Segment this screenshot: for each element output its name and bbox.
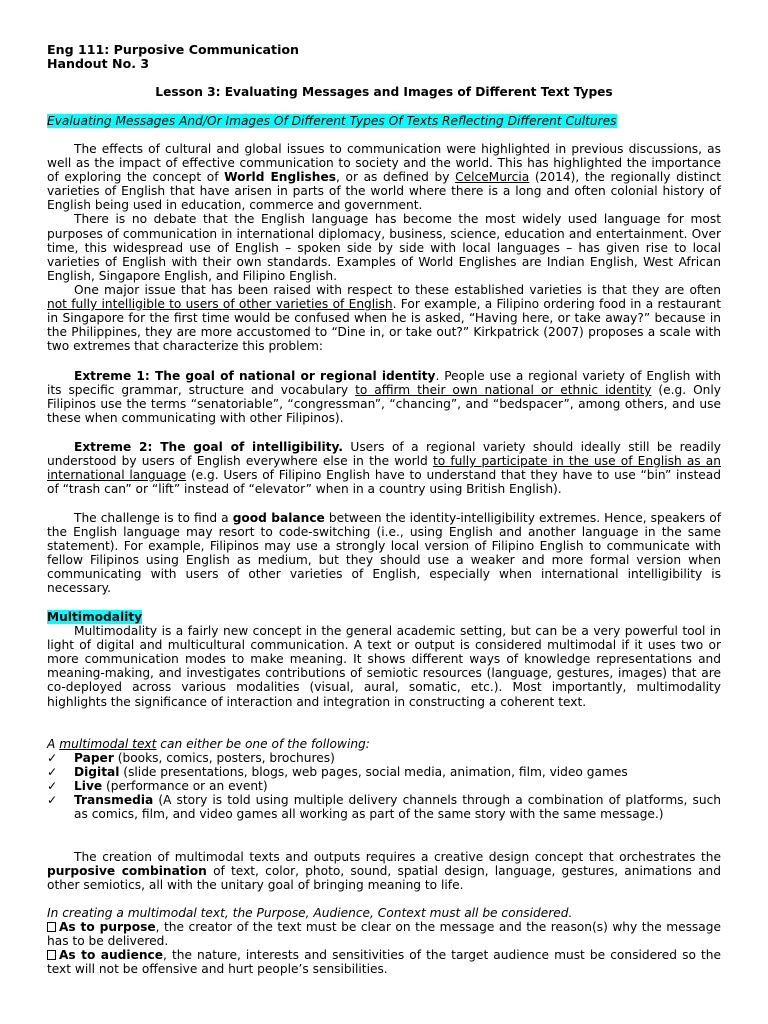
list-intro: A multimodal text can either be one of the following:	[47, 737, 370, 751]
paragraph-multimodality: Multimodality is a fairly new concept in the general academic setting, but can be a very powerful tool in light of digital and multicultural communication. A text or output is considered multimodal if it uses two or more communication modes to make meaning. It shows different ways of knowledge representations and meaning-making, and investigates contributions of semiotic resources (language, gestures, images) that are co-deployed across various modalities (visual, aural, somatic, etc.). Most importantly, multimodality highlights the significance of interaction and integration in constructing a coherent text.	[47, 624, 721, 709]
term-purposive-combination: purposive combination	[47, 864, 207, 879]
highlight-heading-line	[47, 114, 721, 128]
paragraph-world-englishes: The effects of cultural and global issues to communication were highlighted in previous discussions, as well as the impact of effective communication to society and the world. This has highlighted the importance of exploring the concept of World Englishes, or as defined by CelceMurcia (2014), the regionally distinct varieties of English that have arisen in parts of the world where there is a long and often colonial history of English being used in education, commerce and government.	[47, 142, 721, 213]
multimodality-section	[47, 610, 721, 709]
paragraph-widespread-english: There is no debate that the English language has become the most widely used language for most purposes of communication in international diplomacy, business, science, education and entertainment. Over time, this widespread use of English – spoken side by side with local languages – has given rise to local varieties of English with their own standards. Examples of World Englishes are Indian English, West African English, Singapore English, and Filipino English.	[47, 212, 721, 283]
considerations-section	[47, 906, 721, 976]
underlined-affirm-identity: to affirm their own national or ethnic identity	[355, 383, 652, 398]
course-title: Eng 111: Purposive Communication	[47, 42, 300, 57]
extreme-2-label: Extreme 2: The goal of intelligibility.	[74, 440, 343, 454]
balance-section	[47, 511, 721, 596]
checkmark-icon: ✓	[47, 779, 58, 794]
consider-line: In creating a multimodal text, the Purpose, Audience, Context must all be considered.	[47, 906, 573, 920]
purpose-item: As to purpose, the creator of the text must be clear on the message and the reason(s) why the message has to be delivered.	[47, 920, 721, 949]
creation-section	[47, 850, 721, 892]
paragraph-intelligibility-issue: One major issue that has been raised with respect to these established varieties is that they are often not fully intelligible to users of other varieties of English. For example, a Filipino ordering food in a restaurant in Singapore for the first time would be confused when he is asked, “Having here, or take away?” because in the Philippines, they are more accustomed to “Dine in, or take out?” Kirkpatrick (2007) proposes a scale with two extremes that characterize this problem:	[47, 282, 722, 354]
handout-number: Handout No. 3	[47, 56, 150, 71]
extreme-1-section	[47, 369, 721, 425]
list-item-transmedia: ✓ Transmedia (A story is told using multiple delivery channels through a combination of platforms, such as comics, film, and video games all working as part of the same story with the same message.)	[47, 793, 721, 822]
paragraph-extreme-2: Extreme 2: The goal of intelligibility. Users of a regional variety should ideally still be readily understood by users of English everywhere else in the world to fully participate in the use of English as an international language (e.g. Users of Filipino English have to understand that they have to use “bin” instead of “trash can” or “lift” instead of “elevator” when in a country using British English).	[47, 440, 722, 497]
checkmark-icon: ✓	[47, 765, 58, 780]
paragraph-good-balance: The challenge is to find a good balance between the identity-intelligibility extremes. Hence, speakers of the English language may resort to code-switching (i.e., using English and another language in the same statement). For example, Filipinos may use a strongly local version of Filipino English to communicate with fellow Filipinos using English as medium, but they should use a weaker and more formal version when communicating with users of other varieties of English, especially when international intelligibility is necessary.	[47, 511, 721, 596]
author-celcemurcia: CelceMurcia	[455, 170, 530, 185]
list-item-paper: ✓ Paper (books, comics, posters, brochures)	[47, 751, 335, 766]
bullet-box-icon	[47, 922, 56, 932]
extreme-2-section	[47, 440, 721, 496]
term-world-englishes: World Englishes	[224, 170, 336, 185]
checkmark-icon: ✓	[47, 751, 58, 766]
paragraph-extreme-1: Extreme 1: The goal of national or regional identity. People use a regional variety of English with its specific grammar, structure and vocabulary to affirm their own national or ethnic identity (e.g. Only Filipinos use the terms “senatoriable”, “congressman”, “chancing”, and “bedspacer”, among others, and use these when communicating with other Filipinos).	[47, 369, 722, 426]
list-item-digital: ✓ Digital (slide presentations, blogs, web pages, social media, animation, film, video games	[47, 765, 628, 780]
term-multimodal-text: multimodal text	[59, 737, 157, 751]
underlined-participate: to fully participate in the use of English as an international language	[47, 454, 721, 483]
highlight-heading: Evaluating Messages And/Or Images Of Different Types Of Texts Reflecting Different Cultures	[47, 114, 617, 128]
lesson-title: Lesson 3: Evaluating Messages and Images of Different Text Types	[155, 85, 613, 99]
checkmark-icon: ✓	[47, 793, 58, 808]
intro-section	[47, 142, 721, 353]
multimodality-heading: Multimodality	[47, 610, 143, 624]
underlined-intelligibility: not fully intelligible to users of other varieties of English	[47, 297, 393, 312]
bullet-box-icon	[47, 950, 56, 960]
list-item-live: ✓ Live (performance or an event)	[47, 779, 268, 794]
multimodal-list-section	[47, 737, 721, 822]
paragraph-purposive-combination: The creation of multimodal texts and outputs requires a creative design concept that orchestrates the purposive combination of text, color, photo, sound, spatial design, language, gestures, animations and other semiotics, all with the unitary goal of bringing meaning to life.	[47, 850, 722, 893]
multimodality-heading-line	[47, 610, 721, 624]
course-header	[47, 43, 721, 71]
audience-item: As to audience, the nature, interests and sensitivities of the target audience must be considered so the text will not be offensive and hurt people’s sensibilities.	[47, 948, 721, 977]
term-good-balance: good balance	[232, 511, 325, 525]
extreme-1-label: Extreme 1: The goal of national or regional identity	[74, 369, 436, 383]
